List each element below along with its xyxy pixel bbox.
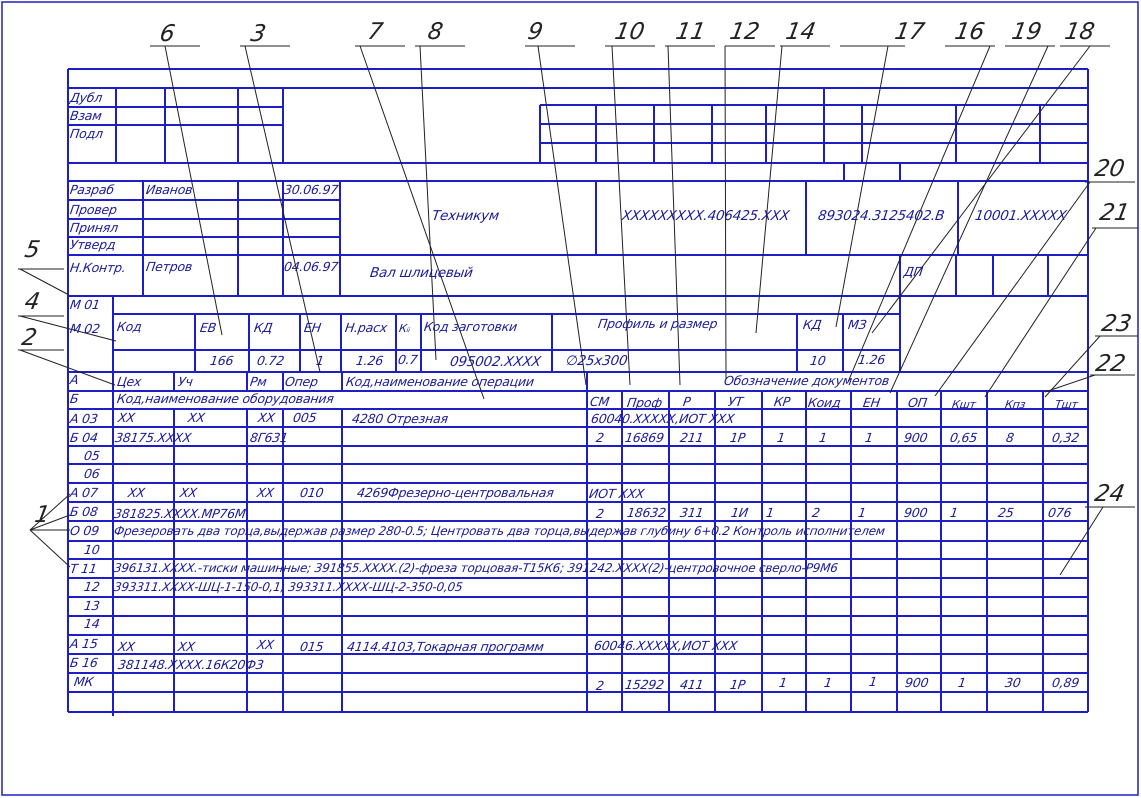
row-kpz: 8 — [1005, 430, 1015, 445]
mat-header-profile: Профиль и размер — [597, 316, 719, 331]
row-r: 311 — [679, 505, 705, 520]
row-label: 10 — [83, 542, 101, 557]
header-a-prefix: А — [69, 372, 80, 387]
row-label: Б 04 — [69, 430, 99, 445]
callout-21: 21 — [1097, 200, 1132, 226]
header-b-prefix: Б — [69, 391, 80, 406]
row-prof: 16869 — [624, 430, 665, 445]
row-operation-name: 4269Фрезерно-центровальная — [356, 485, 555, 500]
row-ceh: ХХ — [127, 485, 146, 500]
row-label-m01: М 01 — [69, 297, 101, 312]
callout-9: 9 — [525, 19, 545, 45]
row-oper: 010 — [299, 485, 325, 500]
row-label: А 03 — [69, 411, 99, 426]
mat-header-kod: Код — [116, 319, 143, 334]
row-documents: 60046.XXXXX,ИОТ XXX — [593, 638, 739, 653]
callout-1: 1 — [32, 502, 52, 528]
row-koid: 1 — [818, 430, 828, 445]
row-rm: ХХ — [257, 410, 276, 425]
row-equipment: 381825.ХХХХ.МР76М — [113, 506, 247, 521]
mat-value-kod-zag: 095002.XXXX — [448, 354, 542, 370]
row-en: 1 — [868, 674, 878, 689]
sign-date-nkontr: 04.06.97 — [283, 259, 340, 274]
callout-24: 24 — [1092, 481, 1127, 507]
row-ksht: 0,65 — [949, 430, 979, 445]
row-label: 06 — [83, 466, 101, 481]
row-rm: ХХ — [256, 485, 275, 500]
callout-2: 2 — [19, 325, 39, 351]
sign-date-razrab: 30.06.97 — [283, 182, 340, 197]
row-operation-text: Фрезеровать два торца,выдержав размер 280-0.5; Центровать два торца,выдержав глубину 6+0.2 Контроль исполнителем — [113, 524, 886, 538]
header-a-rm: Рм — [249, 374, 268, 389]
header-a-ceh: Цех — [116, 374, 143, 389]
row-koid: 1 — [823, 675, 833, 690]
row-ut: 1Р — [729, 430, 747, 445]
callout-22: 22 — [1093, 351, 1128, 377]
row-kr: 1 — [765, 505, 775, 520]
row-documents: ИОТ XXX — [588, 486, 646, 501]
callout-6: 6 — [157, 21, 177, 47]
callout-11: 11 — [673, 19, 708, 45]
row-equipment-model: 8Г631 — [249, 430, 289, 445]
row-oper: 005 — [292, 410, 318, 425]
row-tooling-text: 393311.ХХХХ-ШЦ-1-150-0,1; 393311.ХХХХ-ШЦ-2-350-0,05 — [113, 580, 464, 594]
callout-20: 20 — [1092, 156, 1127, 182]
sign-name-razrab: Иванов — [145, 182, 194, 197]
callout-14: 14 — [783, 19, 818, 45]
header-b-ut: УТ — [727, 394, 744, 409]
header-a-uch: Уч — [177, 374, 194, 389]
row-op: 900 — [903, 430, 929, 445]
row-label: О 09 — [69, 523, 101, 538]
callout-16: 16 — [952, 19, 987, 45]
row-operation-name: 4280 Отрезная — [351, 411, 450, 426]
sign-role-nkontr: Н.Контр. — [69, 260, 127, 275]
mat-value-mz: 1.26 — [857, 352, 887, 367]
header-b-ksht: Кшт — [951, 398, 977, 411]
row-op: 900 — [903, 505, 929, 520]
header-a-operation: Код,наименование операции — [345, 374, 536, 389]
row-equipment: 381148.ХХХХ.16К20Ф3 — [117, 657, 265, 672]
mat-value-en: 1 — [315, 353, 325, 368]
callout-4: 4 — [22, 289, 42, 315]
row-documents: 60040.XXXXX,ИОТ XXX — [590, 411, 736, 426]
row-ut: 1И — [730, 505, 750, 520]
header-a-oper: Опер — [284, 374, 319, 389]
row-sm: 2 — [595, 678, 605, 693]
header-b-r: Р — [682, 394, 692, 409]
row-r: 211 — [679, 430, 705, 445]
row-en: 1 — [857, 505, 867, 520]
stamp-label-podl: Подл — [69, 126, 105, 141]
header-b-tsht: Тшт — [1054, 398, 1079, 411]
header-b-koid: Коид — [807, 395, 842, 410]
callout-18: 18 — [1062, 19, 1097, 45]
header-a-documents: Обозначение документов — [723, 373, 891, 388]
mat-value-profile: ∅25х300 — [564, 353, 629, 369]
header-b-en: ЕН — [862, 395, 882, 410]
row-tsht: 076 — [1047, 505, 1073, 520]
row-label: 12 — [83, 579, 101, 594]
stamp-part-name: Вал шлицевый — [368, 265, 474, 281]
sign-role-razrab: Разраб — [69, 182, 116, 197]
stamp-organization: Техникум — [430, 208, 500, 224]
mat-value-ev: 166 — [209, 353, 235, 368]
stamp-part-number: 893024.3125402.В — [816, 208, 946, 224]
row-label-m02: М 02 — [69, 321, 101, 336]
callout-19: 19 — [1009, 19, 1044, 45]
callout-5: 5 — [22, 237, 42, 263]
sign-name-nkontr: Петров — [145, 259, 194, 274]
header-b-sm: СМ — [589, 394, 611, 409]
row-kr: 1 — [776, 430, 786, 445]
row-uch: ХХ — [177, 639, 196, 654]
mat-header-nrash: Н.расх — [344, 320, 389, 335]
row-kr: 1 — [778, 675, 788, 690]
mat-header-kd2: КД — [802, 317, 823, 332]
sign-role-prinyal: Принял — [69, 220, 120, 235]
row-rm: ХХ — [256, 637, 275, 652]
callout-8: 8 — [425, 19, 445, 45]
stamp-dp: ДП — [903, 264, 924, 279]
row-ksht: 1 — [949, 505, 959, 520]
row-tsht: 0,32 — [1051, 430, 1081, 445]
header-b-prof: Проф — [626, 395, 663, 410]
stamp-label-dubl: Дубл — [69, 90, 104, 105]
row-label: Б 16 — [69, 655, 99, 670]
mat-header-ki: Кᵢᵢ — [398, 322, 412, 335]
row-uch: ХХ — [187, 410, 206, 425]
mat-value-kd2: 10 — [809, 353, 827, 368]
row-tooling-text: 396131.ХХХХ.-тиски машинные; 391855.ХХХХ.(2)-фреза торцовая-Т15К6; 391242.ХХХХ(2)-центровочное сверло-Р9М6 — [113, 561, 839, 575]
header-b-kr: КР — [773, 394, 792, 409]
row-label: Б 08 — [69, 504, 99, 519]
row-op: 900 — [904, 675, 930, 690]
row-label: 13 — [83, 598, 101, 613]
row-label: 05 — [83, 448, 101, 463]
row-prof: 18632 — [626, 505, 667, 520]
row-prof: 15292 — [624, 677, 665, 692]
header-b-equipment: Код,наименование оборудования — [116, 391, 335, 406]
mat-header-kod-zag: Код заготовки — [423, 319, 519, 334]
row-label: А 07 — [69, 485, 99, 500]
mat-header-en: ЕН — [303, 320, 323, 335]
row-en: 1 — [864, 430, 874, 445]
mat-value-kd: 0.72 — [256, 353, 286, 368]
row-tsht: 0,89 — [1051, 675, 1081, 690]
row-sm: 2 — [595, 430, 605, 445]
row-ceh: ХХ — [117, 639, 136, 654]
callout-10: 10 — [612, 19, 647, 45]
row-label: А 15 — [69, 636, 99, 651]
row-uch: ХХ — [179, 485, 198, 500]
callout-12: 12 — [727, 19, 762, 45]
row-kpz: 25 — [997, 505, 1015, 520]
mat-value-nrash: 1.26 — [355, 353, 385, 368]
mat-header-kd: КД — [253, 320, 274, 335]
stamp-doc-code: XXXXXXXXX.406425.XXX — [620, 208, 791, 224]
row-sm: 2 — [595, 506, 605, 521]
callout-23: 23 — [1099, 311, 1134, 337]
mat-header-ev: ЕВ — [199, 320, 218, 335]
callout-7: 7 — [365, 19, 385, 45]
row-ceh: ХХ — [117, 410, 136, 425]
stamp-label-vzam: Взам — [69, 108, 103, 123]
callout-3: 3 — [248, 21, 268, 47]
row-oper: 015 — [299, 639, 325, 654]
row-label: Т 11 — [69, 561, 98, 576]
row-kpz: 30 — [1004, 675, 1022, 690]
header-b-op: ОП — [907, 395, 928, 410]
sign-role-utverd: Утверд — [69, 237, 117, 252]
mat-value-ki: 0.7 — [397, 352, 419, 367]
row-r: 411 — [679, 677, 705, 692]
header-b-kpz: Кпз — [1004, 398, 1027, 411]
mat-header-mz: МЗ — [847, 317, 868, 332]
sign-role-prover: Провер — [69, 202, 118, 217]
row-label: МК — [73, 674, 95, 689]
row-ut: 1Р — [729, 677, 747, 692]
row-label: 14 — [83, 616, 101, 631]
row-koid: 2 — [811, 505, 821, 520]
stamp-extra-code: 10001.XXXXX — [973, 208, 1068, 224]
row-equipment: 38175.ХХХХ — [114, 430, 193, 445]
row-ksht: 1 — [957, 675, 967, 690]
callout-17: 17 — [892, 19, 927, 45]
row-operation-name: 4114.4103,Токарная программ — [346, 639, 545, 654]
